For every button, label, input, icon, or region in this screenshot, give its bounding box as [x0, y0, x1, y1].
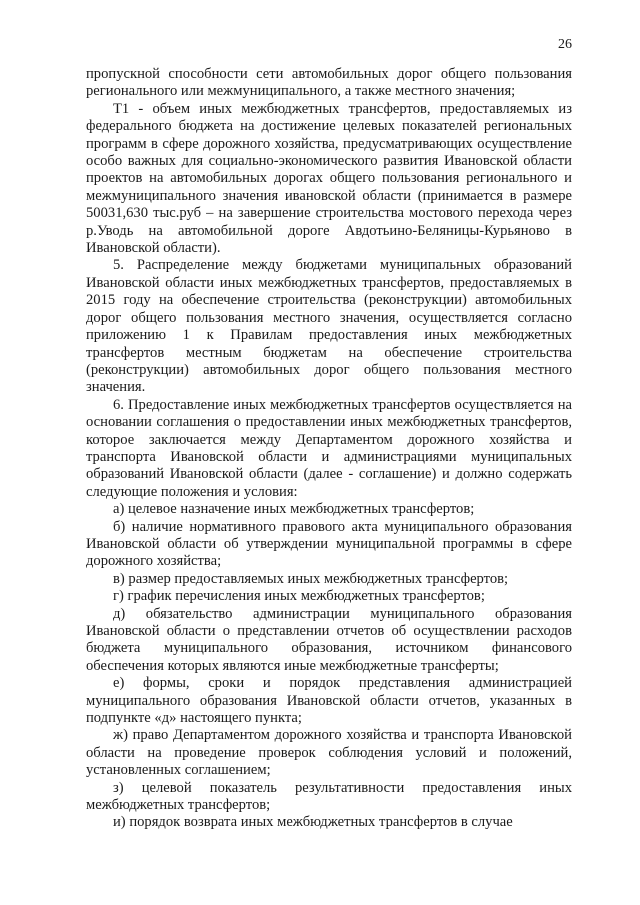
paragraph: 6. Предоставление иных межбюджетных трансфертов осуществляется на основании соглашения о предоставлении иных межбюджетных трансфертов, которое заключается между Департаментом дорожного хозяйства и транспорта Ивановской области и администрациями муниципальных образований Ивановской области (далее - соглашение) и должно содержать следующие положения и условия:: [86, 396, 572, 500]
list-item: в) размер предоставляемых иных межбюджетных трансфертов;: [113, 570, 509, 587]
page-number: 26: [558, 37, 572, 52]
paragraph: пропускной способности сети автомобильных дорог общего пользования регионального или межмуниципального, а также местного значения;: [86, 66, 572, 100]
paragraph: 5. Распределение между бюджетами муниципальных образований Ивановской области иных межбюджетных трансфертов, предоставляемых в 2015 году на обеспечение строительства (реконструкции) автомобильных дорог общего пользования местного значения, осуществляется согласно приложению 1 к Правилам предоставления иных межбюджетных трансфертов местным бюджетам на обеспечение строительства (реконструкции) автомобильных дорог общего пользования местного значения.: [86, 257, 572, 396]
list-item: б) наличие нормативного правового акта муниципального образования Ивановской области об утверждении муниципальной программы в сфере дорожного хозяйства;: [86, 518, 572, 570]
document-body: [86, 66, 572, 832]
paragraph: T1 - объем иных межбюджетных трансфертов, предоставляемых из федерального бюджета на достижение целевых показателей региональных программ в сфере дорожного хозяйства, предусматривающих осуществление особо важных для социально-экономического развития Ивановской области проектов на автомобильных дорогах общего пользования регионального и межмуниципального значения ивановской области (принимается в размере 50031,630 тыс.руб – на завершение строительства мостового перехода через р.Уводь на автомобильной дороге Авдотьино-Беляницы-Курьяново в Ивановской области).: [86, 100, 572, 257]
list-item: и) порядок возврата иных межбюджетных трансфертов в случае: [113, 814, 513, 831]
list-item: е) формы, сроки и порядок представления администрацией муниципального образования Ивановской области отчетов, указанных в подпункте «д» настоящего пункта;: [86, 675, 572, 727]
list-item: ж) право Департаментом дорожного хозяйства и транспорта Ивановской области на проведение проверок соблюдения условий и положений, установленных соглашением;: [86, 727, 572, 779]
list-item: г) график перечисления иных межбюджетных трансфертов;: [113, 588, 485, 605]
list-item: з) целевой показатель результативности предоставления иных межбюджетных трансфертов;: [86, 779, 572, 814]
list-item: а) целевое назначение иных межбюджетных трансфертов;: [113, 501, 475, 518]
list-item: д) обязательство администрации муниципального образования Ивановской области о представлении отчетов об осуществлении расходов бюджета муниципального образования, источником финансового обеспечения которых являются иные межбюджетные трансферты;: [86, 605, 572, 674]
